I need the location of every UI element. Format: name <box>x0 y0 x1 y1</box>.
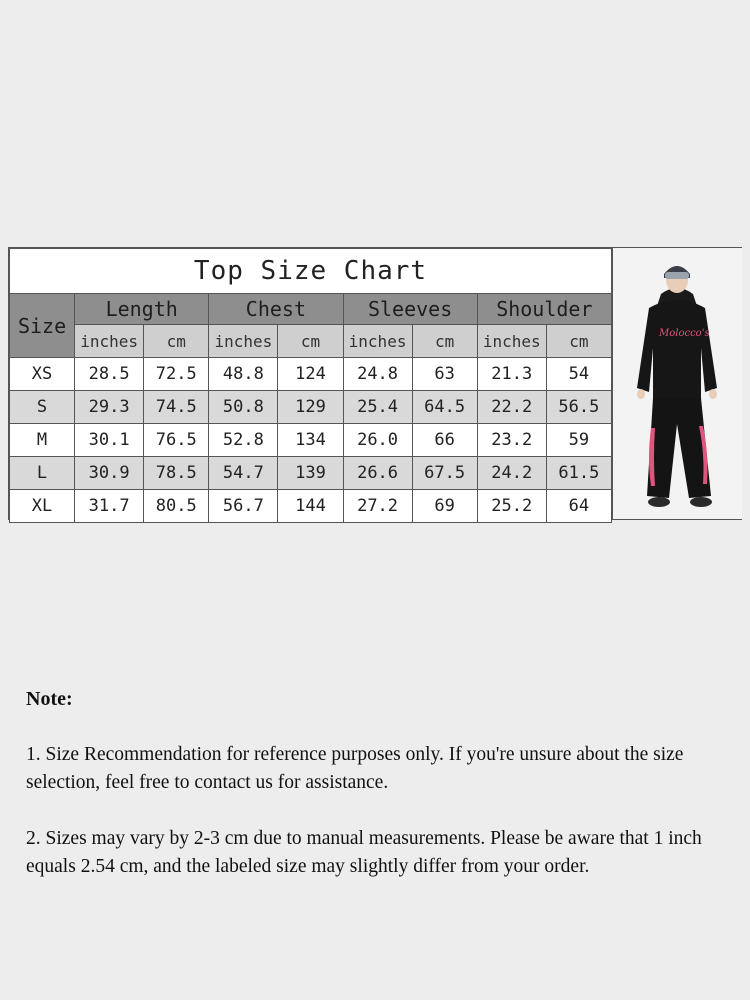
size-table <box>9 248 612 523</box>
chest-inches: 56.7 <box>209 490 278 523</box>
shoulder-cm: 64 <box>546 490 611 523</box>
shoulder-cm: 59 <box>546 424 611 457</box>
length-inches: 30.9 <box>75 457 144 490</box>
table-row <box>10 391 612 424</box>
model-illustration <box>613 248 742 519</box>
sleeves-header: Sleeves <box>343 294 477 325</box>
length-cm: 74.5 <box>144 391 209 424</box>
unit-cm: cm <box>278 325 343 358</box>
shoulder-cm: 56.5 <box>546 391 611 424</box>
length-inches: 29.3 <box>75 391 144 424</box>
shoulder-inches: 23.2 <box>477 424 546 457</box>
length-header: Length <box>75 294 209 325</box>
table-row <box>10 424 612 457</box>
hoodie-logo-text: Molocco's <box>659 328 710 339</box>
notes-title: Note: <box>26 688 73 710</box>
notes-section <box>26 688 726 909</box>
size-header: Size <box>10 294 75 358</box>
chest-cm: 134 <box>278 424 343 457</box>
unit-inches: inches <box>343 325 412 358</box>
unit-cm: cm <box>144 325 209 358</box>
shoulder-cm: 61.5 <box>546 457 611 490</box>
sleeves-cm: 63 <box>412 358 477 391</box>
size-label: L <box>10 457 75 490</box>
shoulder-inches: 21.3 <box>477 358 546 391</box>
size-label: XS <box>10 358 75 391</box>
sleeves-cm: 69 <box>412 490 477 523</box>
sleeves-inches: 25.4 <box>343 391 412 424</box>
chest-inches: 50.8 <box>209 391 278 424</box>
chest-inches: 54.7 <box>209 457 278 490</box>
chest-header: Chest <box>209 294 343 325</box>
sleeves-inches: 24.8 <box>343 358 412 391</box>
length-cm: 76.5 <box>144 424 209 457</box>
length-cm: 72.5 <box>144 358 209 391</box>
unit-inches: inches <box>477 325 546 358</box>
shoulder-inches: 24.2 <box>477 457 546 490</box>
chest-cm: 129 <box>278 391 343 424</box>
size-label: XL <box>10 490 75 523</box>
note-item: 2. Sizes may vary by 2-3 cm due to manual measurements. Please be aware that 1 inch equals 2.54 cm, and the labeled size may slightly differ from your order. <box>26 828 702 877</box>
sleeves-inches: 26.0 <box>343 424 412 457</box>
length-inches: 28.5 <box>75 358 144 391</box>
table-row <box>10 358 612 391</box>
sleeves-inches: 26.6 <box>343 457 412 490</box>
shoulder-header: Shoulder <box>477 294 611 325</box>
table-row <box>10 457 612 490</box>
size-label: S <box>10 391 75 424</box>
sleeves-inches: 27.2 <box>343 490 412 523</box>
unit-cm: cm <box>412 325 477 358</box>
note-item: 1. Size Recommendation for reference purposes only. If you're unsure about the size selection, feel free to contact us for assistance. <box>26 744 684 793</box>
unit-inches: inches <box>75 325 144 358</box>
shoulder-cm: 54 <box>546 358 611 391</box>
length-cm: 78.5 <box>144 457 209 490</box>
sleeves-cm: 64.5 <box>412 391 477 424</box>
sleeves-cm: 67.5 <box>412 457 477 490</box>
sleeves-cm: 66 <box>412 424 477 457</box>
chest-cm: 144 <box>278 490 343 523</box>
table-row <box>10 490 612 523</box>
size-label: M <box>10 424 75 457</box>
model-photo <box>612 248 742 519</box>
unit-inches: inches <box>209 325 278 358</box>
chest-cm: 124 <box>278 358 343 391</box>
unit-cm: cm <box>546 325 611 358</box>
size-chart <box>8 247 742 520</box>
length-cm: 80.5 <box>144 490 209 523</box>
chest-inches: 52.8 <box>209 424 278 457</box>
length-inches: 30.1 <box>75 424 144 457</box>
shoulder-inches: 25.2 <box>477 490 546 523</box>
chest-cm: 139 <box>278 457 343 490</box>
chest-inches: 48.8 <box>209 358 278 391</box>
shoulder-inches: 22.2 <box>477 391 546 424</box>
chart-title: Top Size Chart <box>10 249 612 294</box>
length-inches: 31.7 <box>75 490 144 523</box>
